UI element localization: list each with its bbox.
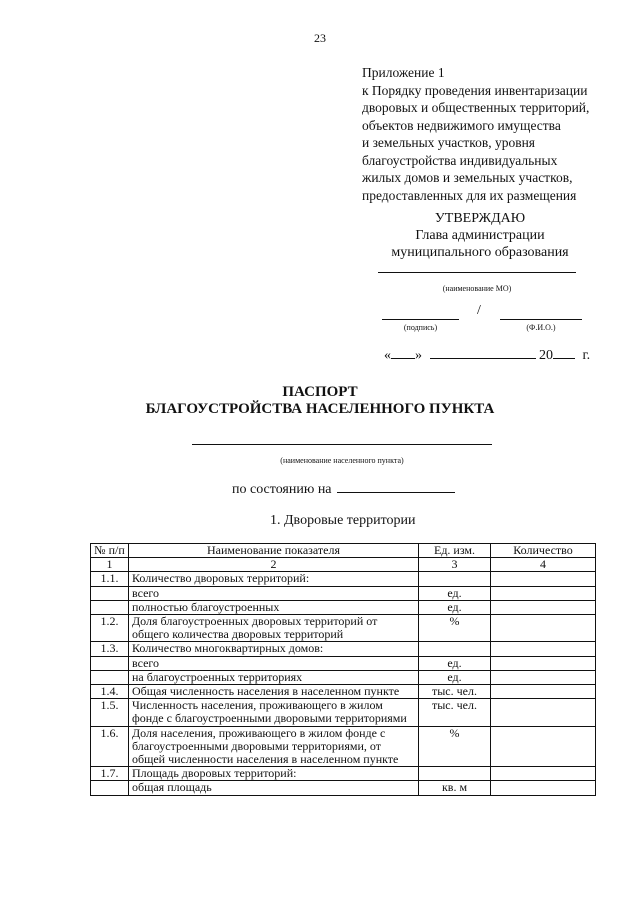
appendix-line: объектов недвижимого имущества: [362, 117, 561, 133]
row-indicator: Доля благоустроенных дворовых территорий от общего количества дворовых территорий: [129, 615, 419, 642]
row-quantity[interactable]: [491, 685, 596, 699]
approval-title: УТВЕРЖДАЮ: [434, 211, 526, 226]
table-row: [91, 685, 596, 699]
approval-organization: муниципального образования: [391, 245, 569, 260]
row-quantity[interactable]: [491, 615, 596, 642]
row-number: [91, 670, 129, 684]
row-quantity[interactable]: [491, 586, 596, 600]
year-field: [553, 345, 575, 359]
as-of-label: по состоянию на: [232, 482, 332, 497]
date-close-quote: »: [415, 348, 422, 363]
column-number: 2: [129, 558, 419, 572]
appendix-line: благоустройства индивидуальных: [362, 152, 558, 168]
table-row: [91, 586, 596, 600]
year-suffix: г.: [582, 348, 591, 363]
row-number: [91, 781, 129, 795]
table-row: [91, 699, 596, 726]
signature-caption: (подпись): [403, 323, 438, 332]
table-header-row: [91, 544, 596, 558]
row-number: 1.1.: [91, 572, 129, 586]
row-unit: [419, 572, 491, 586]
column-number: 3: [419, 558, 491, 572]
row-number: 1.6.: [91, 726, 129, 767]
row-number: 1.5.: [91, 699, 129, 726]
column-number: 1: [91, 558, 129, 572]
row-unit: кв. м: [419, 781, 491, 795]
mo-caption: (наименование МО): [442, 284, 512, 293]
appendix-line: и земельных участков, уровня: [362, 135, 536, 150]
column-number: 4: [491, 558, 596, 572]
row-indicator: общая площадь: [129, 781, 419, 795]
row-indicator: Количество многоквартирных домов:: [129, 642, 419, 656]
row-quantity[interactable]: [491, 670, 596, 684]
row-unit: тыс. чел.: [419, 699, 491, 726]
row-number: [91, 586, 129, 600]
row-quantity[interactable]: [491, 767, 596, 781]
appendix-line: Приложение 1: [362, 65, 445, 80]
name-caption: (Ф.И.О.): [526, 323, 556, 332]
document-title: ПАСПОРТ: [282, 384, 358, 400]
row-quantity[interactable]: [491, 572, 596, 586]
row-number: 1.7.: [91, 767, 129, 781]
row-unit: [419, 767, 491, 781]
row-unit: тыс. чел.: [419, 685, 491, 699]
row-indicator: Количество дворовых территорий:: [129, 572, 419, 586]
appendix-line: предоставленных для их размещения: [362, 187, 577, 203]
row-indicator: всего: [129, 586, 419, 600]
table-row: [91, 656, 596, 670]
appendix-line: жилых домов и земельных участков,: [362, 170, 573, 185]
row-unit: ед.: [419, 670, 491, 684]
mo-name-field: [378, 272, 576, 273]
table-row: [91, 572, 596, 586]
row-number: 1.4.: [91, 685, 129, 699]
column-numbers-row: [91, 558, 596, 572]
row-indicator: полностью благоустроенных: [129, 600, 419, 614]
month-field: [430, 345, 536, 359]
table-row: [91, 600, 596, 614]
header-unit: Ед. изм.: [419, 544, 491, 558]
page-number: 23: [314, 31, 326, 45]
row-unit: ед.: [419, 656, 491, 670]
document-subtitle: БЛАГОУСТРОЙСТВА НАСЕЛЕННОГО ПУНКТА: [145, 401, 495, 417]
row-quantity[interactable]: [491, 781, 596, 795]
row-quantity[interactable]: [491, 656, 596, 670]
row-number: [91, 656, 129, 670]
row-unit: %: [419, 726, 491, 767]
appendix-note: [362, 64, 632, 204]
row-indicator: Общая численность населения в населенном пункте: [129, 685, 419, 699]
section-heading: 1. Дворовые территории: [270, 513, 416, 528]
settlement-caption: (наименование населенного пункта): [280, 456, 404, 465]
signature-field: [382, 319, 459, 320]
row-unit: ед.: [419, 600, 491, 614]
as-of-date-field: [337, 480, 455, 493]
appendix-line: к Порядку проведения инвентаризации: [362, 82, 588, 98]
header-quantity: Количество: [491, 544, 596, 558]
full-name-field: [500, 319, 582, 320]
row-unit: ед.: [419, 586, 491, 600]
row-quantity[interactable]: [491, 699, 596, 726]
row-indicator: на благоустроенных территориях: [129, 670, 419, 684]
row-indicator: Численность населения, проживающего в жилом фонде с благоустроенными дворовыми территориями: [129, 699, 419, 726]
table-row: [91, 781, 596, 795]
row-indicator: Доля населения, проживающего в жилом фонде с благоустроенными дворовыми территориями, от общей численности населения в населенном пункте: [129, 726, 419, 767]
row-unit: [419, 642, 491, 656]
row-indicator: Площадь дворовых территорий:: [129, 767, 419, 781]
table-row: [91, 615, 596, 642]
table-row: [91, 670, 596, 684]
as-of-date: [232, 480, 455, 498]
approval-date: [384, 345, 590, 364]
year-prefix: 20: [539, 348, 553, 363]
approval-position: Глава администрации: [415, 228, 545, 243]
signature-slash: /: [477, 303, 481, 318]
date-open-quote: «: [384, 348, 391, 363]
indicators-table: [90, 543, 596, 796]
settlement-name-field: [192, 444, 492, 445]
row-quantity[interactable]: [491, 726, 596, 767]
table-row: [91, 642, 596, 656]
header-indicator: Наименование показателя: [129, 544, 419, 558]
table-row: [91, 767, 596, 781]
row-number: 1.3.: [91, 642, 129, 656]
header-number: № п/п: [91, 544, 129, 558]
row-unit: %: [419, 615, 491, 642]
appendix-line: дворовых и общественных территорий,: [362, 100, 590, 115]
table-row: [91, 726, 596, 767]
row-quantity[interactable]: [491, 642, 596, 656]
day-field: [391, 345, 415, 359]
row-number: [91, 600, 129, 614]
row-number: 1.2.: [91, 615, 129, 642]
row-indicator: всего: [129, 656, 419, 670]
row-quantity[interactable]: [491, 600, 596, 614]
